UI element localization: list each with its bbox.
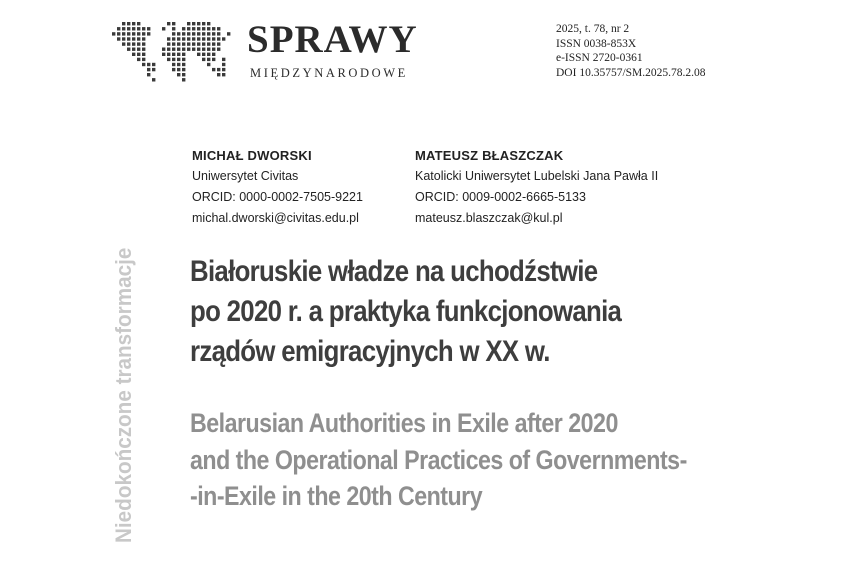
map-dot [137, 22, 140, 25]
map-dot [197, 32, 200, 35]
map-dot [187, 32, 190, 35]
map-dot [217, 68, 220, 71]
map-dot [137, 53, 140, 56]
map-dot [162, 27, 165, 30]
map-dot [177, 37, 180, 40]
map-dot [137, 48, 140, 51]
map-dot [137, 37, 140, 40]
map-dot [217, 42, 220, 45]
map-dot [177, 68, 180, 71]
map-dot [222, 63, 225, 66]
map-dot [137, 27, 140, 30]
map-dot [147, 68, 150, 71]
map-dot [202, 27, 205, 30]
map-dot [132, 37, 135, 40]
map-dot [222, 68, 225, 71]
map-dot [152, 63, 155, 66]
map-dot [182, 27, 185, 30]
map-dot [227, 32, 230, 35]
map-dot [192, 32, 195, 35]
journal-subtitle: MIĘDZYNARODOWE [250, 66, 408, 80]
map-dot [167, 22, 170, 25]
map-dot [132, 42, 135, 45]
map-dot [202, 37, 205, 40]
map-dot [212, 58, 215, 61]
map-dot [127, 48, 130, 51]
map-dot [162, 48, 165, 51]
map-dot [182, 63, 185, 66]
map-dot [177, 32, 180, 35]
map-dot [142, 58, 145, 61]
map-dot [217, 48, 220, 51]
issn: ISSN 0038-853X [556, 37, 637, 50]
map-dot [137, 32, 140, 35]
map-dot [207, 22, 210, 25]
map-dot [212, 32, 215, 35]
author-affiliation: Uniwersytet Civitas [192, 169, 299, 183]
map-dot [117, 27, 120, 30]
map-dot [117, 37, 120, 40]
doi: DOI 10.35757/SM.2025.78.2.08 [556, 66, 706, 79]
map-dot [187, 37, 190, 40]
map-dot [207, 48, 210, 51]
map-dot [197, 22, 200, 25]
map-dot [172, 27, 175, 30]
map-dot [142, 32, 145, 35]
map-dot [122, 27, 125, 30]
map-dot [177, 73, 180, 76]
map-dot [152, 68, 155, 71]
map-dot [212, 27, 215, 30]
map-dot [182, 78, 185, 81]
map-dot [147, 73, 150, 76]
map-dot [197, 27, 200, 30]
map-dot [202, 58, 205, 61]
map-dot [127, 42, 130, 45]
map-dot [222, 37, 225, 40]
author-block [192, 145, 363, 229]
map-dot [192, 37, 195, 40]
map-dot [172, 48, 175, 51]
map-dot [172, 32, 175, 35]
title-line: Belarusian Authorities in Exile after 2020 [190, 408, 618, 438]
author-email: michal.dworski@civitas.edu.pl [192, 211, 359, 225]
map-dot [132, 22, 135, 25]
map-dot [217, 32, 220, 35]
map-dot [132, 53, 135, 56]
author-orcid: ORCID: 0000-0002-7505-9221 [192, 190, 363, 204]
map-dot [207, 37, 210, 40]
e-issn: e-ISSN 2720-0361 [556, 52, 643, 65]
map-dot [147, 63, 150, 66]
map-dot [132, 27, 135, 30]
map-dot [192, 48, 195, 51]
map-dot [122, 32, 125, 35]
map-dot [177, 63, 180, 66]
map-dot [212, 42, 215, 45]
map-dot [197, 42, 200, 45]
map-dot [202, 22, 205, 25]
map-dot [122, 37, 125, 40]
map-dot [212, 37, 215, 40]
map-dot [177, 42, 180, 45]
map-dot [127, 32, 130, 35]
title-line: rządów emigracyjnych w XX w. [190, 335, 550, 368]
map-dot [192, 22, 195, 25]
article-title-english [190, 405, 687, 515]
map-dot [142, 63, 145, 66]
map-dot [127, 27, 130, 30]
map-dot [167, 37, 170, 40]
map-dot [172, 63, 175, 66]
map-dot [207, 58, 210, 61]
map-dot [202, 48, 205, 51]
map-dot [212, 48, 215, 51]
map-dot [202, 32, 205, 35]
map-dot [182, 53, 185, 56]
map-dot [132, 48, 135, 51]
map-dot [112, 32, 115, 35]
map-dot [117, 32, 120, 35]
map-dot [167, 58, 170, 61]
title-line: Białoruskie władze na uchodźstwie [190, 255, 598, 288]
map-dot [137, 58, 140, 61]
map-dot [222, 58, 225, 61]
map-dot [127, 22, 130, 25]
section-label: Niedokończone transformacje [111, 247, 136, 543]
map-dot [132, 32, 135, 35]
map-dot [217, 27, 220, 30]
map-dot [182, 73, 185, 76]
map-dot [207, 32, 210, 35]
map-dot [172, 58, 175, 61]
map-dot [207, 27, 210, 30]
map-dot [147, 27, 150, 30]
map-dot [137, 42, 140, 45]
map-dot [182, 48, 185, 51]
author-affiliation: Katolicki Uniwersytet Lubelski Jana Pawła II [415, 169, 659, 183]
map-dot [167, 48, 170, 51]
map-dot [172, 53, 175, 56]
map-dot [197, 37, 200, 40]
map-dot [182, 32, 185, 35]
map-dot [152, 78, 155, 81]
map-dot [222, 73, 225, 76]
map-dot [207, 63, 210, 66]
map-dot [202, 53, 205, 56]
title-line: po 2020 r. a praktyka funkcjonowania [190, 295, 622, 328]
map-dot [187, 22, 190, 25]
issue-info: 2025, t. 78, nr 2 [556, 23, 630, 35]
map-dot [187, 48, 190, 51]
map-dot [127, 37, 130, 40]
article-title-polish [190, 252, 621, 372]
map-dot [217, 37, 220, 40]
map-dot [197, 48, 200, 51]
map-dot [192, 42, 195, 45]
map-dot [212, 68, 215, 71]
map-dot [162, 53, 165, 56]
map-dot [182, 37, 185, 40]
map-dot [122, 42, 125, 45]
map-dot [182, 58, 185, 61]
map-dot [177, 58, 180, 61]
journal-name: SPRAWY [247, 18, 418, 61]
map-dot [142, 27, 145, 30]
title-line: -in-Exile in the 20th Century [190, 481, 483, 511]
map-dot [147, 32, 150, 35]
map-dot [202, 42, 205, 45]
map-dot [197, 53, 200, 56]
map-dot [217, 73, 220, 76]
map-dot [192, 27, 195, 30]
map-dot [142, 53, 145, 56]
author-orcid: ORCID: 0009-0002-6665-5133 [415, 190, 586, 204]
map-dot [212, 53, 215, 56]
title-line: and the Operational Practices of Governments- [190, 444, 687, 475]
map-dot [177, 53, 180, 56]
author-name: MICHAŁ DWORSKI [192, 148, 312, 163]
map-dot [172, 68, 175, 71]
map-dot [172, 37, 175, 40]
map-dot [177, 48, 180, 51]
map-dot [207, 53, 210, 56]
map-dot [172, 22, 175, 25]
map-dot [187, 27, 190, 30]
journal-metadata [556, 22, 706, 80]
author-name: MATEUSZ BŁASZCZAK [415, 148, 564, 163]
map-dot [122, 22, 125, 25]
world-map-logo-icon [112, 22, 232, 84]
map-dot [142, 42, 145, 45]
map-dot [142, 48, 145, 51]
author-email: mateusz.blaszczak@kul.pl [415, 211, 563, 225]
map-dot [182, 42, 185, 45]
author-block [415, 145, 658, 229]
map-dot [182, 68, 185, 71]
map-dot [172, 42, 175, 45]
map-dot [167, 53, 170, 56]
map-dot [167, 42, 170, 45]
map-dot [142, 37, 145, 40]
map-dot [187, 42, 190, 45]
map-dot [207, 42, 210, 45]
